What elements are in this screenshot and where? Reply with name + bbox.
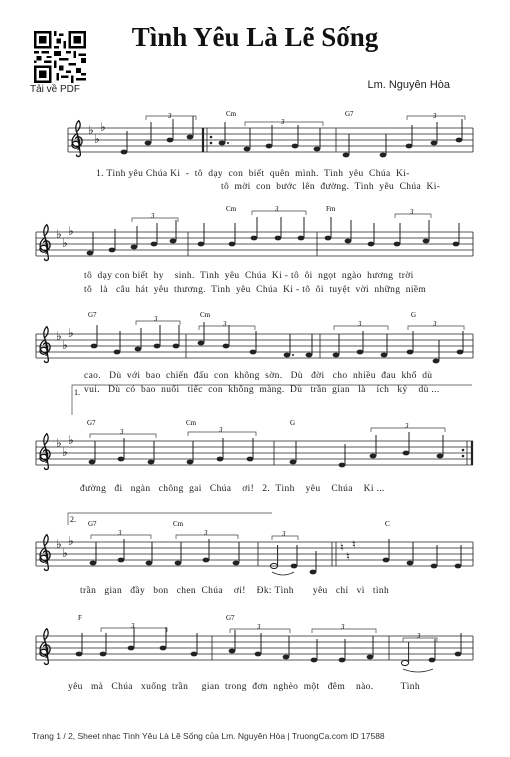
svg-text:♭: ♭ [68, 534, 74, 548]
lyric-line: vui. Dù có bao nuối tiếc con không màng. Dù trần gian là ích kỷ dù ... [84, 385, 440, 395]
staff-system-1 [68, 110, 473, 157]
svg-text:♭: ♭ [56, 329, 62, 343]
svg-text:♮: ♮ [346, 551, 350, 563]
chord-label: Cm [200, 311, 211, 319]
lyric-line: tô dạy con biết hy sinh. Tình yêu Chúa Ki - tô ôi ngọt ngào hương trời [84, 271, 414, 281]
svg-text:♭: ♭ [62, 546, 68, 560]
svg-text:3: 3 [219, 426, 223, 434]
chord-label: Fm [326, 205, 336, 213]
svg-text:3: 3 [154, 315, 158, 323]
svg-text:♮: ♮ [340, 542, 344, 554]
svg-text:3: 3 [151, 212, 155, 220]
svg-text:3: 3 [281, 118, 285, 126]
svg-text:♭: ♭ [56, 537, 62, 551]
svg-text:3: 3 [358, 320, 362, 328]
svg-text:3: 3 [118, 529, 122, 537]
svg-text:♭: ♭ [62, 338, 68, 352]
svg-text:♭: ♭ [94, 132, 100, 146]
lyric-line: trần gian đầy bon chen Chúa ơi! Đk: Tình yêu chỉ vì tình [80, 586, 390, 596]
lyric-line: 1. Tình yêu Chúa Ki - tô dạy con biết quên mình. Tình yêu Chúa Ki- [96, 169, 410, 179]
svg-text:3: 3 [131, 622, 135, 630]
chord-label: Cm [173, 520, 184, 528]
svg-text:♮: ♮ [352, 539, 356, 551]
chord-label: G7 [87, 419, 96, 427]
lyric-line: cao. Dù với bao chiến đấu con không sờn. Dù đời cho nhiều đau khổ dù [84, 371, 433, 381]
svg-text:3: 3 [433, 112, 437, 120]
second-ending: 2. [70, 515, 76, 524]
svg-text:♭: ♭ [68, 433, 74, 447]
svg-text:3: 3 [410, 208, 414, 216]
lyric-line: đường đi ngàn chông gai Chúa ơi! 2. Tình yêu Chúa Ki ... [80, 484, 385, 494]
chord-label: Cm [186, 419, 197, 427]
svg-text:3: 3 [417, 632, 421, 640]
chord-label: G [411, 311, 417, 319]
lyric-line: yêu mà Chúa xuống trần gian trong đơn nghèo một đêm nào. Tình [68, 682, 420, 692]
download-pdf-link[interactable]: Tải về PDF [30, 84, 81, 95]
chord-label: G7 [88, 520, 97, 528]
svg-text:3: 3 [223, 320, 227, 328]
lyric-line: tô mời con bước lên đường. Tình yêu Chúa Ki- [221, 182, 441, 192]
staff-system-6 [36, 614, 473, 672]
chord-label: G7 [88, 311, 97, 319]
lyric-line: tô là câu hát yêu thương. Tình yêu Chúa Ki - tô ôi tuyệt vời những niềm [84, 285, 427, 295]
svg-text:3: 3 [120, 428, 124, 436]
chord-label: G7 [345, 110, 354, 118]
svg-text:3: 3 [275, 205, 279, 213]
page-footer: Trang 1 / 2, Sheet nhạc Tình Yêu Là Lẽ Sống của Lm. Nguyên Hòa | TruongCa.com ID 17588 [32, 731, 385, 741]
chord-label: F [78, 614, 82, 622]
composer-name: Lm. Nguyên Hòa [367, 79, 450, 91]
chord-label: Cm [226, 205, 237, 213]
staff-system-3 [36, 311, 473, 363]
chord-label: C [385, 520, 390, 528]
svg-text:3: 3 [204, 529, 208, 537]
svg-text:♭: ♭ [62, 236, 68, 250]
song-title: Tình Yêu Là Lẽ Sống [131, 22, 379, 52]
svg-text:♭: ♭ [68, 224, 74, 238]
chord-label: Cm [226, 110, 237, 118]
svg-text:♭: ♭ [62, 445, 68, 459]
first-ending: 1. [74, 388, 80, 397]
svg-text:♭: ♭ [100, 120, 106, 134]
svg-text:3: 3 [257, 623, 261, 631]
svg-text:♭: ♭ [56, 436, 62, 450]
svg-text:3: 3 [433, 320, 437, 328]
chord-label: G7 [226, 614, 235, 622]
staff-system-4 [36, 385, 473, 469]
chord-label: G [290, 419, 296, 427]
svg-text:♭: ♭ [56, 227, 62, 241]
svg-text:♭: ♭ [88, 123, 94, 137]
svg-text:3: 3 [405, 422, 409, 430]
svg-text:♭: ♭ [68, 326, 74, 340]
svg-text:3: 3 [282, 530, 286, 538]
staff-system-5 [36, 513, 473, 575]
svg-text:3: 3 [168, 112, 172, 120]
staff-system-2 [36, 205, 473, 260]
svg-text:3: 3 [341, 623, 345, 631]
